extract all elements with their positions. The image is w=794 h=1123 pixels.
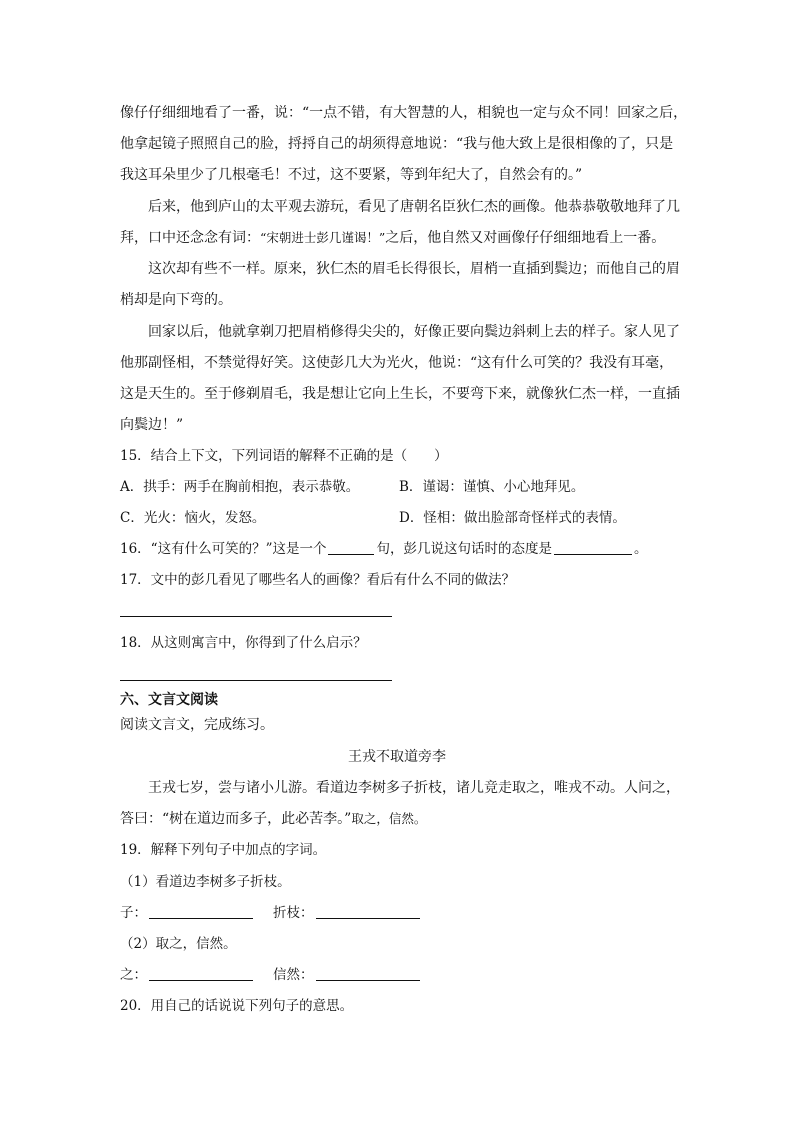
- passage-line: 这是天生的。至于修剃眉毛，我是想让它向上生长，不要弯下来，就像狄仁杰一样，一直插: [120, 386, 680, 402]
- question-20: 20．用自己的话说说下列句子的意思。: [120, 998, 354, 1014]
- term-label: 信然：: [273, 967, 314, 983]
- answer-line[interactable]: [120, 616, 392, 617]
- question-19-answers-2: [120, 965, 690, 985]
- question-18: 18．从这则寓言中，你得到了什么启示？: [120, 635, 367, 651]
- answer-blank[interactable]: [316, 904, 420, 919]
- classical-text-title: 王戎不取道旁李: [348, 749, 446, 765]
- option-b[interactable]: B．谨谒：谨慎、小心地拜见。: [399, 479, 585, 495]
- passage-line: 后来，他到庐山的太平观去游玩，看见了唐朝名臣狄仁杰的画像。他恭恭敬敬地拜了几: [148, 199, 680, 215]
- question-16: [120, 539, 690, 559]
- answer-blank[interactable]: [149, 966, 253, 981]
- classical-text: 取之，信然。: [351, 811, 427, 826]
- passage-line: 他那副怪相，不禁觉得好笑。这使彭几大为光火，他说：“这有什么可笑的？我没有耳毫，: [120, 355, 674, 371]
- question-19-sentence-2: （2）取之，信然。: [120, 936, 237, 952]
- question-19-stem: 19．解释下列句子中加点的字词。: [120, 842, 327, 858]
- passage-line: 像仔仔细细地看了一番，说：“一点不错，有大智慧的人，相貌也一定与众不同！回家之后，: [120, 105, 688, 121]
- answer-blank[interactable]: [554, 540, 632, 555]
- option-c[interactable]: C．光火：恼火，发怒。: [120, 510, 266, 526]
- passage-line: 回家以后，他就拿剃刀把眉梢修得尖尖的，好像正要向鬓边斜刺上去的样子。家人见了: [148, 324, 680, 340]
- term-label: 折枝：: [273, 905, 314, 921]
- classical-text: 答曰：“树在道边而多子，此必苦李。”: [120, 811, 352, 827]
- classical-text-line: [120, 809, 690, 829]
- passage-line: 这次却有些不一样。原来，狄仁杰的眉毛长得很长，眉梢一直插到鬓边；而他自己的眉: [148, 261, 680, 277]
- term-label: 之：: [120, 967, 147, 983]
- passage-line: [120, 228, 690, 248]
- passage-line: 梢却是向下弯的。: [120, 292, 232, 308]
- section-heading: 六、文言文阅读: [120, 692, 218, 708]
- term-label: 子：: [120, 905, 147, 921]
- passage-line: 我这耳朵里少了几根毫毛！不过，这不要紧，等到年纪大了，自然会有的。”: [120, 167, 583, 183]
- question-15-stem: 15．结合上下文，下列词语的解释不正确的是（ ）: [120, 448, 448, 464]
- answer-line[interactable]: [120, 680, 392, 681]
- term-group: [273, 903, 420, 923]
- question-19-answers-1: [120, 903, 690, 923]
- question-16-text: 。: [633, 541, 648, 557]
- question-19-sentence-1: （1）看道边李树多子折枝。: [120, 874, 291, 890]
- classical-text-line: 王戎七岁，尝与诸小儿游。看道边李树多子折枝，诸儿竞走取之，唯戎不动。人问之，: [148, 780, 680, 796]
- option-a[interactable]: A．拱手：两手在胸前相抱，表示恭敬。: [120, 479, 360, 495]
- option-d[interactable]: D．怪相：做出脸部奇怪样式的表情。: [399, 510, 626, 526]
- answer-blank[interactable]: [149, 904, 253, 919]
- answer-blank[interactable]: [328, 540, 374, 555]
- term-group: [273, 965, 420, 985]
- passage-line: 他拿起镜子照照自己的脸，捋捋自己的胡须得意地说：“我与他大致上是很相像的了，只是: [120, 136, 674, 152]
- question-15-options-row1: [120, 477, 690, 497]
- question-16-text: 句，彭几说这句话时的态度是: [376, 541, 552, 557]
- question-17: 17．文中的彭几看见了哪些名人的画像？看后有什么不同的做法？: [120, 572, 516, 588]
- quote-text: “宋朝进士彭几谨谒！”: [260, 230, 386, 245]
- passage-text: 拜，口中还念念有词：: [120, 230, 260, 246]
- section-instruction: 阅读文言文，完成练习。: [120, 717, 274, 733]
- answer-blank[interactable]: [316, 966, 420, 981]
- passage-line: 向鬓边！”: [120, 417, 184, 433]
- question-15-options-row2: [120, 508, 690, 528]
- question-16-text: 16．“这有什么可笑的？”这是一个: [120, 541, 327, 557]
- passage-text: 之后，他自然又对画像仔仔细细地看上一番。: [385, 230, 666, 246]
